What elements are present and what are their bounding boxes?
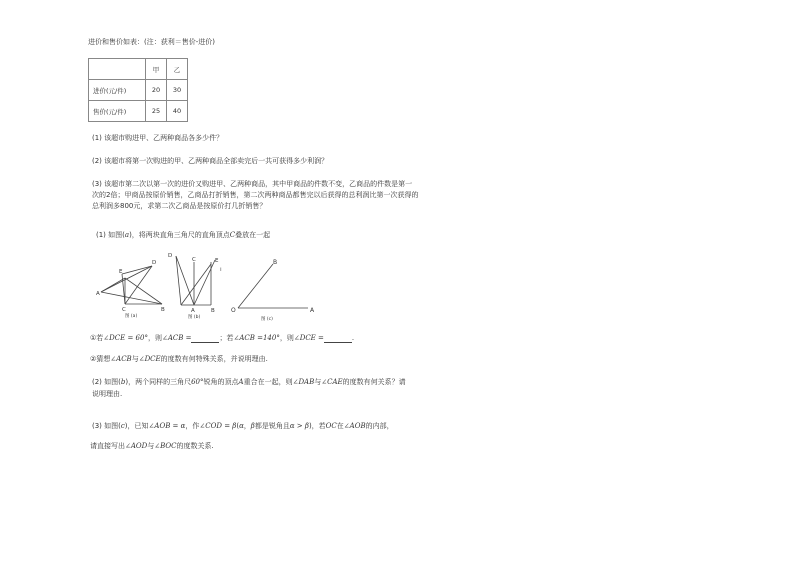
ray-ob: [238, 264, 273, 308]
question-3-line-2: 次的2倍；甲商品按原价销售，乙商品打折销售，第二次两种商品都售完以后获得的总利润比第一次获得的: [92, 191, 419, 199]
intro-line: 进价和售价如表：(注：获利＝售价-进价): [88, 38, 215, 46]
table-cell: 甲: [146, 59, 167, 80]
text-fragment: 的内部，: [365, 422, 394, 430]
text-fragment: (1) 如图(: [96, 231, 125, 239]
geometry-question-2-line-2: 说明理由.: [92, 390, 123, 398]
text-fragment: 请直接写出: [90, 442, 125, 450]
text-fragment: 的度数有何关系？请: [342, 378, 406, 386]
point-label: B: [161, 307, 165, 313]
question-3-line-3: 总利润多800元，求第二次乙商品是按原价打几折销售？: [92, 202, 267, 210]
figure-caption: 图 (c): [261, 317, 273, 322]
text-fragment: ，作: [185, 422, 200, 430]
text-fragment: ；若: [219, 334, 234, 342]
sub-question-1: [90, 334, 354, 343]
math-variable: C: [229, 231, 236, 239]
geometry-question-1: [96, 231, 270, 240]
text-fragment: (2) 如图(: [92, 378, 121, 386]
geometry-question-3-line-2: [90, 442, 214, 451]
math-variable: a: [124, 231, 130, 239]
figure-b: [166, 252, 226, 320]
point-label: E: [119, 269, 123, 275]
text-fragment: 的度数关系.: [176, 442, 214, 450]
table-row: [89, 80, 188, 101]
text-fragment: 锐角的顶点: [203, 378, 239, 386]
table-cell: [89, 59, 146, 80]
text-fragment: 都是锐角且: [254, 422, 290, 430]
math-expression: ∠AOB: [343, 422, 366, 430]
math-variable: b: [120, 378, 126, 386]
math-expression: ∠DCE = 60°: [103, 334, 148, 342]
text-fragment: 叠放在一起: [235, 231, 271, 239]
text-fragment: ②猜想: [90, 355, 111, 363]
math-expression: ∠ACB =: [161, 334, 192, 342]
table-row: [89, 101, 188, 122]
math-variable: c: [120, 422, 125, 430]
point-label: B: [273, 259, 278, 266]
text-fragment: 与: [131, 355, 139, 363]
segment: [181, 264, 211, 305]
answer-blank[interactable]: [324, 334, 355, 343]
geometry-question-3: [92, 422, 394, 431]
text-fragment: ，: [243, 422, 251, 430]
point-label: E: [215, 258, 219, 264]
math-expression: OC: [325, 422, 337, 430]
point-label: A: [191, 308, 195, 314]
sub-question-2: [90, 355, 268, 364]
point-label: D: [168, 253, 173, 259]
figure-caption: 图 (a): [125, 314, 138, 319]
geometry-question-2: [92, 378, 406, 387]
table-cell: 20: [146, 80, 167, 101]
table-cell: 乙: [167, 59, 188, 80]
math-expression: 60°: [191, 378, 204, 386]
table-cell: 40: [167, 101, 188, 122]
point-label: D: [152, 260, 157, 266]
math-variable: β: [250, 422, 255, 430]
math-expression: ∠AOD: [125, 442, 148, 450]
point-label: A: [96, 291, 100, 297]
text-fragment: )，将两块直角三角尺的直角顶点: [129, 231, 230, 239]
text-fragment: )，已知: [124, 422, 149, 430]
text-fragment: )，若: [308, 422, 326, 430]
text-fragment: 与: [147, 442, 155, 450]
segment: [101, 266, 152, 292]
figure-a: [95, 253, 173, 320]
math-expression: ∠COD = β: [199, 422, 237, 430]
text-fragment: .: [351, 334, 355, 342]
text-fragment: ，则: [279, 334, 294, 342]
text-fragment: 的度数有何特殊关系，并说明理由.: [160, 355, 268, 363]
math-expression: ∠DAB: [292, 378, 315, 386]
point-label: B: [211, 308, 215, 314]
text-fragment: (3) 如图(: [92, 422, 121, 430]
question-2: (2) 该超市将第一次购进的甲、乙两种商品全部卖完后一共可获得多少利润？: [92, 157, 329, 165]
text-fragment: ①若: [90, 334, 104, 342]
text-fragment: 与: [314, 378, 322, 386]
math-expression: α > β: [289, 422, 309, 430]
math-expression: ∠DCE: [138, 355, 161, 363]
text-fragment: 在: [336, 422, 344, 430]
text-fragment: 重合在一起，则: [243, 378, 293, 386]
table-header-row: [89, 59, 188, 80]
text-fragment: ，则: [147, 334, 162, 342]
figure-c: [226, 255, 326, 321]
segment: [125, 266, 152, 304]
math-variable: α: [239, 422, 244, 430]
answer-blank[interactable]: [191, 335, 219, 343]
math-variable: A: [238, 378, 244, 386]
text-fragment: )，两个同样的三角尺: [125, 378, 192, 386]
math-expression: ∠ACB: [110, 355, 132, 363]
question-3-line-1: (3) 该超市第二次以第一次的进价又购进甲、乙两种商品，其中甲商品的件数不变，乙商品的件数是第一: [92, 180, 413, 188]
point-label: A: [310, 307, 315, 314]
math-expression: ∠CAE: [321, 378, 343, 386]
math-expression: ∠BOC: [154, 442, 177, 450]
point-label: C: [192, 257, 196, 263]
table-cell: 进价(元/件): [89, 80, 146, 101]
price-table: [88, 58, 188, 122]
point-label: O: [231, 307, 236, 314]
point-label: C: [122, 307, 126, 313]
stray-mark: ı: [220, 266, 222, 273]
question-1: (1) 该超市购进甲、乙两种商品各多少件？: [92, 134, 224, 142]
math-expression: ∠AOB = α: [148, 422, 186, 430]
math-expression: ∠DCE =: [293, 334, 324, 342]
table-cell: 售价(元/件): [89, 101, 146, 122]
math-expression: ∠ACB =140°: [233, 334, 280, 342]
text-fragment: (: [236, 422, 240, 430]
table-cell: 30: [167, 80, 188, 101]
figure-caption: 图 (b): [188, 315, 201, 320]
table-cell: 25: [146, 101, 167, 122]
